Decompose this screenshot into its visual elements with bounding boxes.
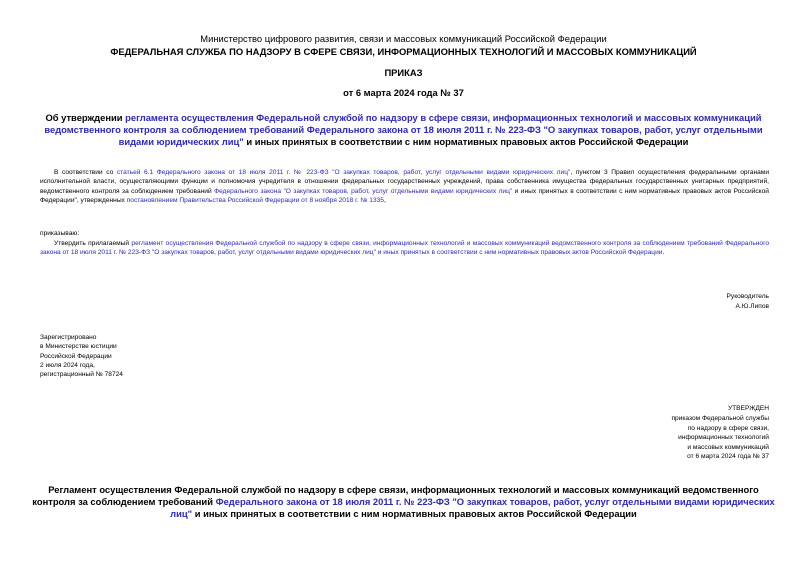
signature-role: Руководитель <box>726 293 769 300</box>
order-title-suffix: и иных принятых в соответствии с ним нормативных правовых актов Российской Федерации <box>243 136 689 147</box>
regulation-title-prefix: Регламент осуществления Федеральной службой по надзору в сфере связи, информационных технологий и массовых коммуникаций ведомственного контроля за соблюдением требований <box>32 484 759 507</box>
approval-line: и массовых коммуникаций <box>687 443 769 451</box>
preamble-link-resolution[interactable]: постановлением Правительства Российской Федерации от 8 ноября 2018 г. № 1335 <box>126 196 384 204</box>
approval-heading: УТВЕРЖДЕН <box>727 405 769 412</box>
approval-line: от 6 марта 2024 года № 37 <box>687 453 769 461</box>
registration-line: регистрационный № 78724 <box>40 371 123 379</box>
preamble-text-3: и иных принятых в соответствии с ним нормативных правовых актов Российской Федерации", утвержденных <box>40 187 769 204</box>
approval-line: приказом Федеральной службы <box>671 415 769 423</box>
order-text-2: . <box>662 249 665 257</box>
regulation-title <box>30 484 777 520</box>
regulation-title-suffix: и иных принятых в соответствии с ним нормативных правовых актов Российской Федерации <box>192 508 637 519</box>
preamble-link-law[interactable]: Федерального закона "О закупках товаров, работ, услуг отдельными видами юридических лиц" <box>214 187 513 195</box>
order-paragraph <box>40 239 769 258</box>
order-title-prefix: Об утверждении <box>45 112 126 123</box>
preamble-paragraph <box>40 168 769 205</box>
registration-line: Российской Федерации <box>40 352 112 360</box>
registration-line: Зарегистрировано <box>40 334 97 341</box>
registration-line: в Министерстве юстиции <box>40 343 117 351</box>
service-name: ФЕДЕРАЛЬНАЯ СЛУЖБА ПО НАДЗОРУ В СФЕРЕ СВЯЗИ, ИНФОРМАЦИОННЫХ ТЕХНОЛОГИЙ И МАССОВЫХ КОММУНИКАЦИЙ <box>110 46 697 57</box>
preamble-link-law-article[interactable]: статьей 6.1 Федерального закона от 18 июля 2011 г. № 223-ФЗ "О закупках товаров, работ, услуг отдельными видами юридических лиц" <box>116 169 571 176</box>
ministry-name: Министерство цифрового развития, связи и массовых коммуникаций Российской Федерации <box>200 33 607 44</box>
order-link-regulation[interactable]: регламент осуществления Федеральной службой по надзору в сфере связи, информационных технологий и массовых коммуникаций ведомственного контроля за соблюдением требований Федерального закона от 18 июля 2011 г. № 223-ФЗ "О закупках товаров, работ, услуг отдельными видами юридических лиц" и иных принятых в соответствии с ним нормативных правовых актов Российской Федерации <box>40 240 769 257</box>
regulation-title-link[interactable]: Федерального закона от 18 июля 2011 г. № 223-ФЗ "О закупках товаров, работ, услуг отдельными видами юридических лиц" <box>170 496 775 519</box>
preamble-text-2: , пунктом 3 Правил осуществления федеральными органами исполнительной власти, осуществляющими функции и полномочия учредителя в отношении федеральных государственных учреждений, права собственника имущества федеральных государственных унитарных предприятий, ведомственного контроля за соблюдением требований <box>40 169 770 195</box>
approval-line: информационных технологий <box>678 434 769 442</box>
order-title <box>36 112 771 148</box>
preamble-text-4: , <box>383 196 386 204</box>
document-date-number: от 6 марта 2024 года № 37 <box>343 87 464 98</box>
order-word: приказываю: <box>40 230 80 237</box>
registration-line: 2 июля 2024 года, <box>40 361 95 369</box>
preamble-text-1: В соответствии со <box>54 169 117 176</box>
registration-block <box>40 333 123 379</box>
signature-name: А.Ю.Липов <box>735 303 769 310</box>
approval-block <box>609 404 769 461</box>
order-title-link[interactable]: регламента осуществления Федеральной службой по надзору в сфере связи, информационных технологий и массовых коммуникаций ведомственного контроля за соблюдением требований Федерального закона от 18 июля 2011 г. № 223-ФЗ "О закупках товаров, работ, услуг отдельными видами юридических лиц" <box>44 112 763 147</box>
approval-line: по надзору в сфере связи, <box>687 424 769 432</box>
document-type: ПРИКАЗ <box>384 67 423 78</box>
order-text-1: Утвердить прилагаемый <box>54 240 132 247</box>
